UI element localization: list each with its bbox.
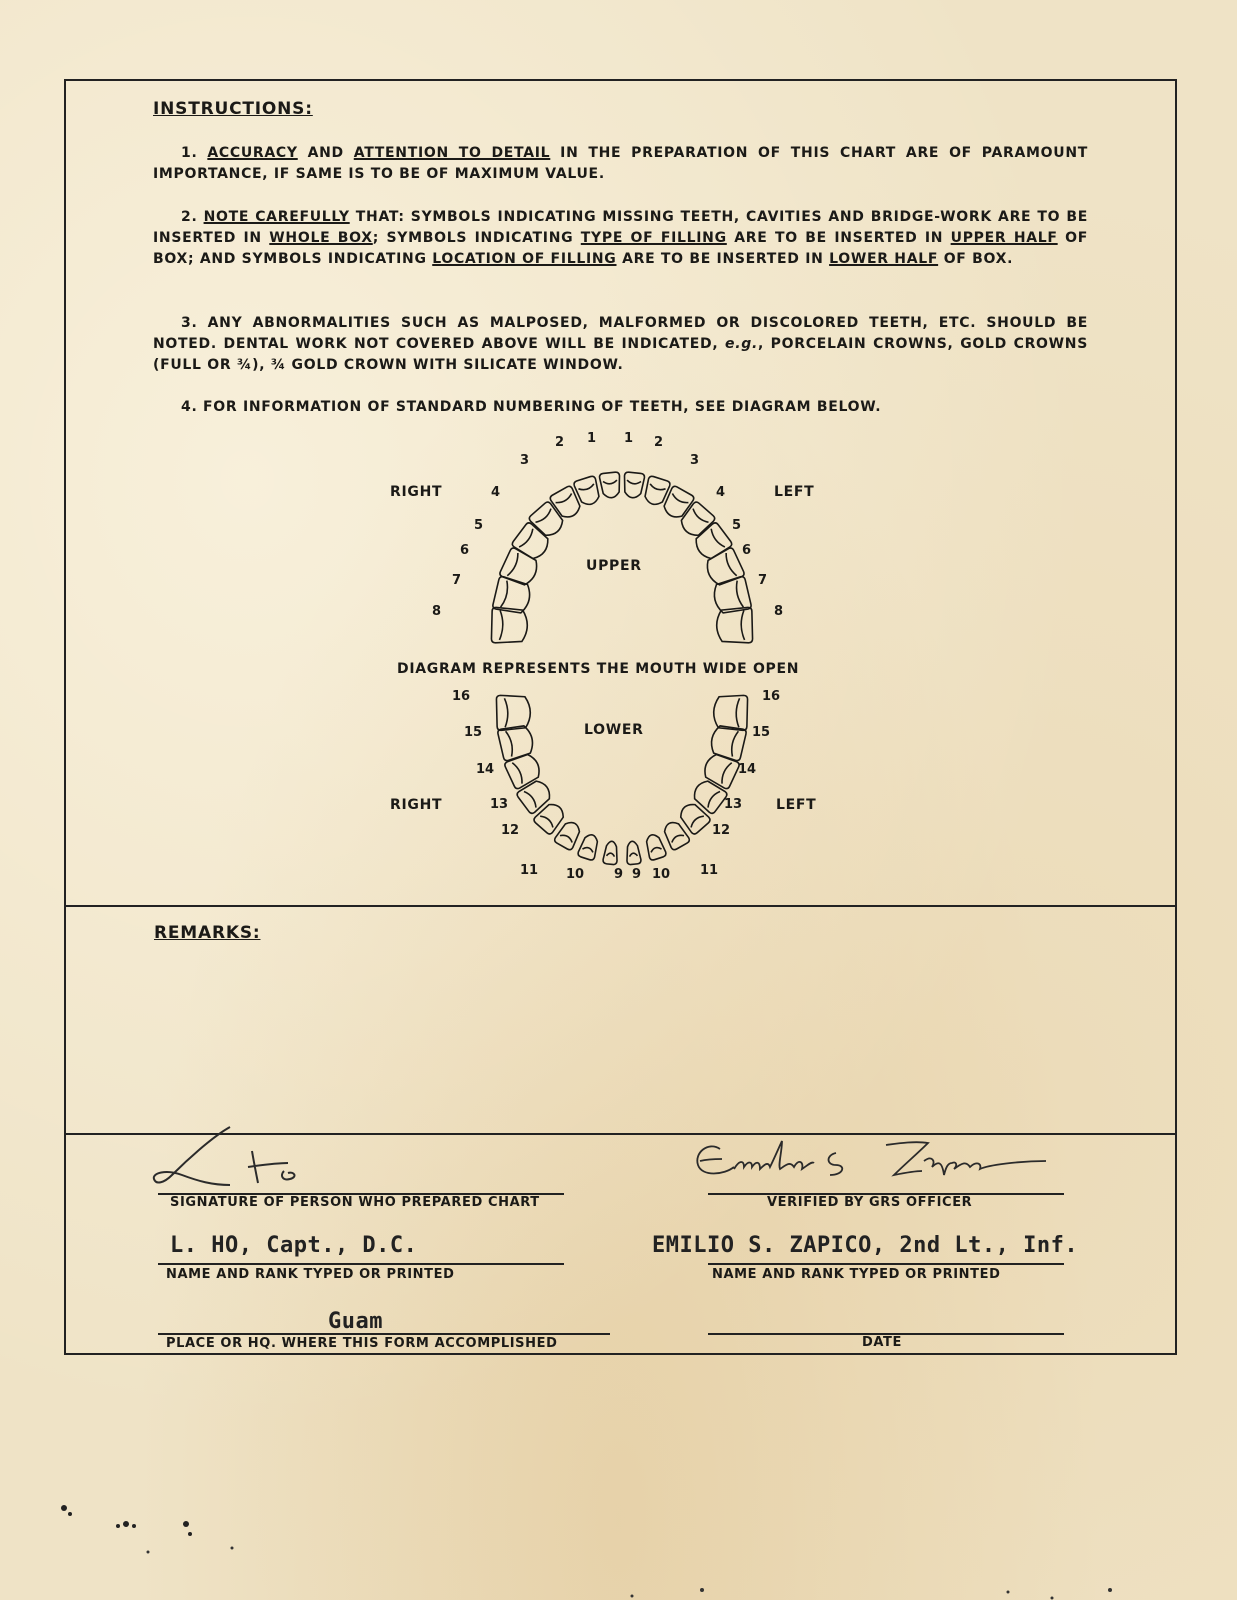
verifier-name-caption: NAME AND RANK TYPED OR PRINTED xyxy=(712,1267,1001,1282)
lower-tooth-left-16-detail xyxy=(736,698,740,727)
instruction-2-location-of-filling: LOCATION OF FILLING xyxy=(432,251,617,267)
tooth-number-upper-left-7: 7 xyxy=(758,573,768,588)
instruction-2-type-of-filling: TYPE OF FILLING xyxy=(580,230,727,246)
upper-tooth-left-8 xyxy=(716,607,752,643)
lower-tooth-left-14-detail xyxy=(719,762,731,784)
tooth-number-lower-right-13: 13 xyxy=(490,797,509,812)
place-line xyxy=(158,1333,610,1335)
tooth-number-upper-right-1: 1 xyxy=(587,431,597,446)
instruction-3-text-b: , PORCELAIN CROWNS, GOLD CROWNS (FULL OR ¾), ¾ GOLD CROWN WITH SILICATE WINDOW. xyxy=(153,336,1088,373)
tooth-number-lower-left-15: 15 xyxy=(752,725,771,740)
instruction-1-number: 1. xyxy=(181,145,198,161)
upper-tooth-left-7 xyxy=(711,576,752,616)
instruction-2-text-c: ARE TO BE INSERTED IN xyxy=(726,230,951,246)
preparer-name: L. HO, Capt., D.C. xyxy=(170,1233,418,1258)
tooth-number-upper-left-3: 3 xyxy=(690,453,700,468)
tooth-number-lower-right-12: 12 xyxy=(501,823,520,838)
instruction-3-number: 3. xyxy=(181,315,198,331)
instruction-1 xyxy=(153,143,1088,185)
instruction-3-eg: e.g. xyxy=(725,336,758,352)
place-value: Guam xyxy=(328,1309,383,1334)
place-caption: PLACE OR HQ. WHERE THIS FORM ACCOMPLISHED xyxy=(166,1336,558,1351)
lower-tooth-right-12 xyxy=(533,800,568,836)
lower-tooth-left-11-detail xyxy=(670,833,684,843)
tooth-number-lower-right-10: 10 xyxy=(566,867,585,882)
instruction-3-text-a: ANY ABNORMALITIES SUCH AS MALPOSED, MALFORMED OR DISCOLORED TEETH, ETC. SHOULD BE NOTED. DENTAL WORK NOT COVERED ABOVE WILL BE INDICATED, xyxy=(153,315,1088,352)
instruction-1-text-a: AND xyxy=(297,145,354,161)
tooth-number-upper-left-5: 5 xyxy=(732,518,742,533)
lower-tooth-right-15-detail xyxy=(506,731,515,757)
lower-tooth-right-16 xyxy=(496,695,530,731)
tooth-number-lower-left-12: 12 xyxy=(712,823,731,838)
upper-tooth-right-4-detail xyxy=(535,509,552,525)
tooth-number-lower-right-16: 16 xyxy=(452,689,471,704)
upper-tooth-left-4 xyxy=(677,501,716,541)
tooth-number-upper-right-4: 4 xyxy=(491,485,501,500)
tooth-number-lower-right-11: 11 xyxy=(520,863,539,878)
tooth-number-upper-left-6: 6 xyxy=(742,543,752,558)
upper-tooth-right-6-detail xyxy=(507,553,520,577)
paper-specks xyxy=(0,1500,1237,1600)
lower-tooth-right-16-detail xyxy=(504,698,508,727)
instruction-2-whole-box: WHOLE BOX xyxy=(269,230,373,246)
instruction-2-text-e: ARE TO BE INSERTED IN xyxy=(616,251,830,267)
lower-tooth-left-10 xyxy=(643,832,667,861)
tooth-number-lower-right-9: 9 xyxy=(614,867,624,882)
instructions-heading: INSTRUCTIONS: xyxy=(153,99,313,119)
instruction-4-text: FOR INFORMATION OF STANDARD NUMBERING OF TEETH, SEE DIAGRAM BELOW. xyxy=(197,399,882,415)
preparer-name-line xyxy=(158,1263,564,1265)
tooth-number-upper-right-6: 6 xyxy=(460,543,470,558)
upper-tooth-right-3 xyxy=(549,485,584,521)
lower-tooth-left-12-detail xyxy=(689,814,704,827)
tooth-number-lower-right-14: 14 xyxy=(476,762,495,777)
tooth-number-lower-left-14: 14 xyxy=(738,762,757,777)
lower-tooth-right-14 xyxy=(504,751,544,790)
preparer-signature xyxy=(152,1123,312,1195)
tooth-number-upper-right-3: 3 xyxy=(520,453,530,468)
verifier-name-line xyxy=(708,1263,1064,1265)
instruction-4 xyxy=(153,397,1088,418)
tooth-number-lower-left-10: 10 xyxy=(652,867,671,882)
teeth-numbering-diagram xyxy=(66,431,1179,906)
upper-tooth-right-2-detail xyxy=(578,484,594,492)
lower-arch-drawing xyxy=(496,695,747,865)
instruction-2 xyxy=(153,207,1088,270)
instruction-2-upper-half: UPPER HALF xyxy=(950,230,1058,246)
instruction-2-note-carefully: NOTE CAREFULLY xyxy=(203,209,350,225)
upper-label: UPPER xyxy=(586,558,642,574)
instruction-2-text-f: OF BOX. xyxy=(938,251,1014,267)
upper-right-label: RIGHT xyxy=(390,484,443,500)
upper-tooth-right-8-detail xyxy=(499,611,503,640)
upper-tooth-left-3-detail xyxy=(671,494,688,506)
tooth-number-lower-left-11: 11 xyxy=(700,863,719,878)
remarks-section xyxy=(66,905,1175,1135)
instruction-2-number: 2. xyxy=(181,209,198,225)
instruction-2-text-a: THAT: SYMBOLS INDICATING MISSING TEETH, CAVITIES AND BRIDGE-WORK ARE TO BE INSERTED IN xyxy=(153,209,1088,246)
tooth-number-upper-left-2: 2 xyxy=(654,435,664,450)
lower-tooth-right-11-detail xyxy=(560,833,574,843)
diagram-caption: DIAGRAM REPRESENTS THE MOUTH WIDE OPEN xyxy=(397,661,800,677)
upper-tooth-left-1-detail xyxy=(627,480,641,484)
lower-tooth-right-14-detail xyxy=(512,762,524,784)
upper-tooth-right-7 xyxy=(492,576,533,616)
preparer-name-caption: NAME AND RANK TYPED OR PRINTED xyxy=(166,1267,455,1282)
tooth-number-lower-left-16: 16 xyxy=(762,689,781,704)
lower-tooth-left-10-detail xyxy=(650,846,661,852)
verifier-signature-caption: VERIFIED BY GRS OFFICER xyxy=(767,1195,973,1210)
instruction-2-lower-half: LOWER HALF xyxy=(829,251,939,267)
lower-label: LOWER xyxy=(584,722,644,738)
upper-left-label: LEFT xyxy=(774,484,815,500)
lower-tooth-left-16 xyxy=(713,695,747,731)
upper-tooth-right-4 xyxy=(528,501,567,541)
tooth-number-upper-left-4: 4 xyxy=(716,485,726,500)
upper-tooth-left-3 xyxy=(660,485,695,521)
lower-tooth-right-9-detail xyxy=(606,853,614,857)
lower-tooth-right-12-detail xyxy=(540,814,555,827)
lower-tooth-left-12 xyxy=(676,800,711,836)
lower-tooth-right-10-detail xyxy=(582,846,593,852)
tooth-number-upper-right-8: 8 xyxy=(432,604,442,619)
lower-tooth-left-14 xyxy=(700,751,740,790)
instruction-3 xyxy=(153,313,1088,376)
upper-tooth-left-8-detail xyxy=(741,611,745,640)
instruction-1-accuracy: ACCURACY xyxy=(207,145,298,161)
tooth-number-lower-left-13: 13 xyxy=(724,797,743,812)
lower-tooth-left-9-detail xyxy=(629,853,637,857)
lower-tooth-right-13-detail xyxy=(524,790,538,808)
lower-left-label: LEFT xyxy=(776,797,817,813)
upper-tooth-right-3-detail xyxy=(556,494,573,506)
instruction-1-text-b: IN THE PREPARATION OF THIS CHART ARE OF PARAMOUNT IMPORTANCE, IF SAME IS TO BE OF MAXIMUM VALUE. xyxy=(153,145,1088,182)
lower-tooth-right-10 xyxy=(577,832,601,861)
tooth-number-upper-right-7: 7 xyxy=(452,573,462,588)
lower-right-label: RIGHT xyxy=(390,797,443,813)
instructions-section xyxy=(66,81,1175,907)
tooth-number-upper-right-2: 2 xyxy=(555,435,565,450)
upper-tooth-left-1 xyxy=(622,472,644,499)
instruction-2-text-d: OF BOX; AND SYMBOLS INDICATING xyxy=(153,230,1088,267)
upper-tooth-right-1 xyxy=(599,472,621,499)
upper-tooth-right-1-detail xyxy=(603,480,617,484)
upper-tooth-right-8 xyxy=(491,607,527,643)
upper-tooth-right-7-detail xyxy=(501,581,510,608)
lower-tooth-left-13-detail xyxy=(706,790,720,808)
date-caption: DATE xyxy=(862,1335,902,1350)
tooth-number-upper-left-1: 1 xyxy=(624,431,634,446)
instruction-1-attention: ATTENTION TO DETAIL xyxy=(353,145,551,161)
signature-section xyxy=(66,1133,1175,1355)
tooth-number-upper-left-8: 8 xyxy=(774,604,784,619)
verifier-name: EMILIO S. ZAPICO, 2nd Lt., Inf. xyxy=(652,1233,1079,1258)
instruction-4-number: 4. xyxy=(181,399,198,415)
tooth-number-lower-left-9: 9 xyxy=(632,867,642,882)
preparer-signature-caption: SIGNATURE OF PERSON WHO PREPARED CHART xyxy=(170,1195,540,1210)
upper-tooth-left-4-detail xyxy=(691,509,708,525)
tooth-number-lower-right-15: 15 xyxy=(464,725,483,740)
upper-tooth-left-2-detail xyxy=(649,484,665,492)
remarks-label: REMARKS: xyxy=(154,923,261,943)
instruction-2-text-b: ; SYMBOLS INDICATING xyxy=(372,230,581,246)
verifier-signature xyxy=(690,1131,1050,1189)
lower-tooth-left-15-detail xyxy=(730,731,739,757)
tooth-number-upper-right-5: 5 xyxy=(474,518,484,533)
upper-tooth-left-6-detail xyxy=(723,553,736,577)
dental-chart-form-back xyxy=(64,79,1177,1355)
upper-tooth-left-7-detail xyxy=(734,581,743,608)
